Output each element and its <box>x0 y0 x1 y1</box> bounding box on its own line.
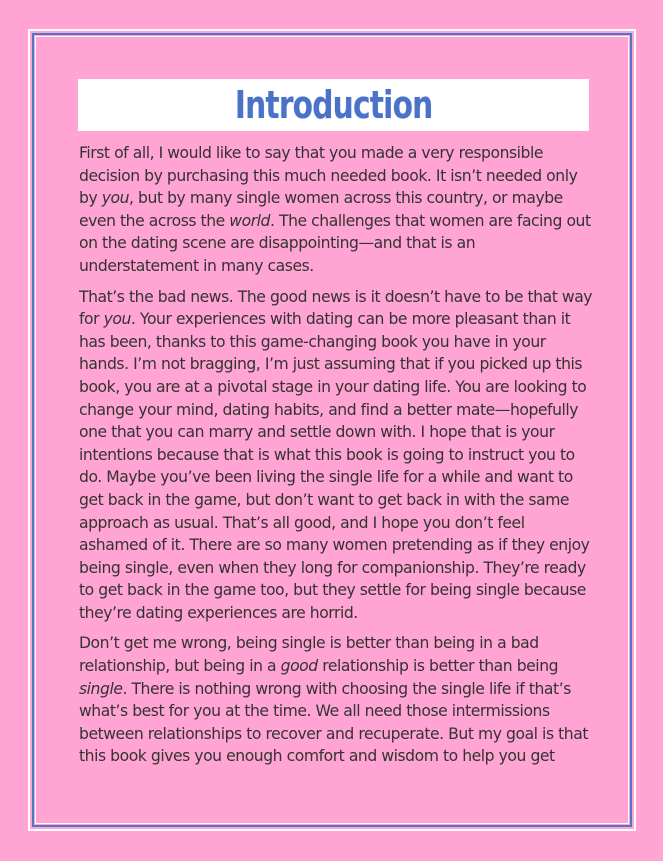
title-banner <box>78 79 589 131</box>
emphasized-text: good <box>280 657 318 676</box>
text-run: relationship is better than being <box>317 657 559 676</box>
text-run: First of all, I would like to say that you made a very responsible decision by purchasing this much needed book. It isn’t needed only by <box>79 144 578 208</box>
text-run: Don’t get me wrong, being single is better than being in a bad relationship, but being in a <box>79 634 539 676</box>
text-run: , but by many single women across this country, or maybe even the across the <box>79 189 563 230</box>
emphasized-text: single <box>79 679 123 698</box>
text-run: That’s the bad news. The good news is it doesn’t have to be that way for <box>79 287 593 329</box>
paragraph-1 <box>79 142 594 278</box>
body-text <box>79 142 594 776</box>
paragraph-2 <box>79 286 594 625</box>
emphasized-text: you <box>103 310 131 329</box>
emphasized-text: world <box>229 211 270 230</box>
emphasized-text: you <box>101 189 130 208</box>
page-title: Introduction <box>234 83 433 127</box>
paragraph-3 <box>79 632 594 768</box>
text-run: . Your experiences with dating can be more pleasant than it has been, thanks to this game-changing book you have in your hands. I’m not bragging, I’m just assuming that if you picked up this book, you are at a pivotal stage in your dating life. You are looking to change your mind, dating habits, and find a better mate—hopefully one that you can marry and settle down with. I hope that is your intentions because that is what this book is going to instruct you to do. Maybe you’ve been living the single life for a while and want to get back in the game, but don’t want to get back in with the same approach as usual. That’s all good, and I hope you don’t feel ashamed of it. There are so many women pretending as if they enjoy being single, even when they long for companionship. They’re ready to get back in the game too, but they settle for being single because they’re dating experiences are horrid. <box>79 310 590 622</box>
text-run: . The challenges that women are facing out on the dating scene are disappointing—and that is an understatement in many cases. <box>79 211 591 275</box>
text-run: . There is nothing wrong with choosing the single life if that’s what’s best for you at the time. We all need those intermissions between relationships to recover and recuperate. But my goal is that this book gives you enough comfort and wisdom to help you get <box>79 679 588 766</box>
